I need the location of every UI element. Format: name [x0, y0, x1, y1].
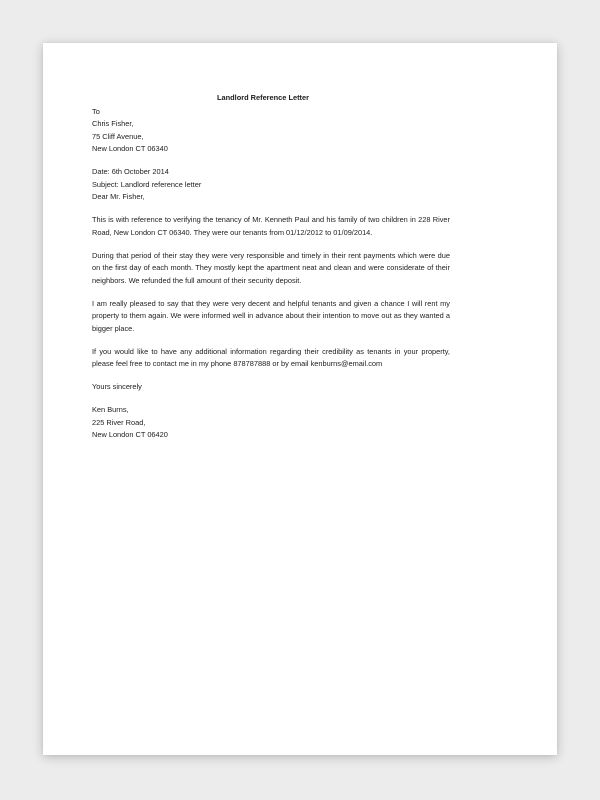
- recipient-street: 75 Cliff Avenue,: [92, 131, 144, 141]
- spacer: [92, 394, 450, 405]
- document-page: [43, 43, 557, 755]
- letter-closing: Yours sincerely: [92, 382, 142, 391]
- spacer: [92, 287, 450, 298]
- letter-salutation: Dear Mr. Fisher,: [92, 192, 145, 201]
- spacer: [92, 335, 450, 346]
- spacer: [92, 204, 450, 215]
- recipient-address: [92, 106, 450, 156]
- letter-title: Landlord Reference Letter: [217, 93, 309, 102]
- letter-subject: Subject: Landlord reference letter: [92, 179, 202, 189]
- paragraph-1: This is with reference to verifying the tenancy of Mr. Kenneth Paul and his family of two children in 228 River Road, New London CT 06340. They were our tenants from 01/12/2012 to 01/09/2014.: [92, 215, 450, 237]
- letter-header-info: [92, 166, 450, 204]
- spacer: [92, 371, 450, 382]
- letter-date: Date: 6th October 2014: [92, 167, 169, 176]
- recipient-to: To: [92, 106, 100, 116]
- paragraph-4: If you would like to have any additional information regarding their credibility as tenants in your property, please feel free to contact me in my phone 878787888 or by email kenburns@email.com: [92, 346, 450, 368]
- sender-name: Ken Burns,: [92, 405, 129, 414]
- paragraph-2: During that period of their stay they were very responsible and timely in their rent payments which were due on the first day of each month. They mostly kept the apartment neat and clean and were considerate of their neighbors. We refunded the full amount of their security deposit.: [92, 250, 450, 285]
- spacer: [92, 156, 450, 167]
- spacer: [92, 239, 450, 250]
- sender-city: New London CT 06420: [92, 430, 168, 439]
- recipient-name: Chris Fisher,: [92, 119, 134, 128]
- recipient-city: New London CT 06340: [92, 144, 168, 153]
- sender-street: 225 River Road,: [92, 417, 146, 427]
- letter-body: [92, 92, 450, 442]
- sender-address: [92, 404, 450, 442]
- paragraph-3: I am really pleased to say that they were very decent and helpful tenants and given a chance I will rent my property to them again. We were informed well in advance about their intention to move out as they wanted a bigger place.: [92, 298, 450, 333]
